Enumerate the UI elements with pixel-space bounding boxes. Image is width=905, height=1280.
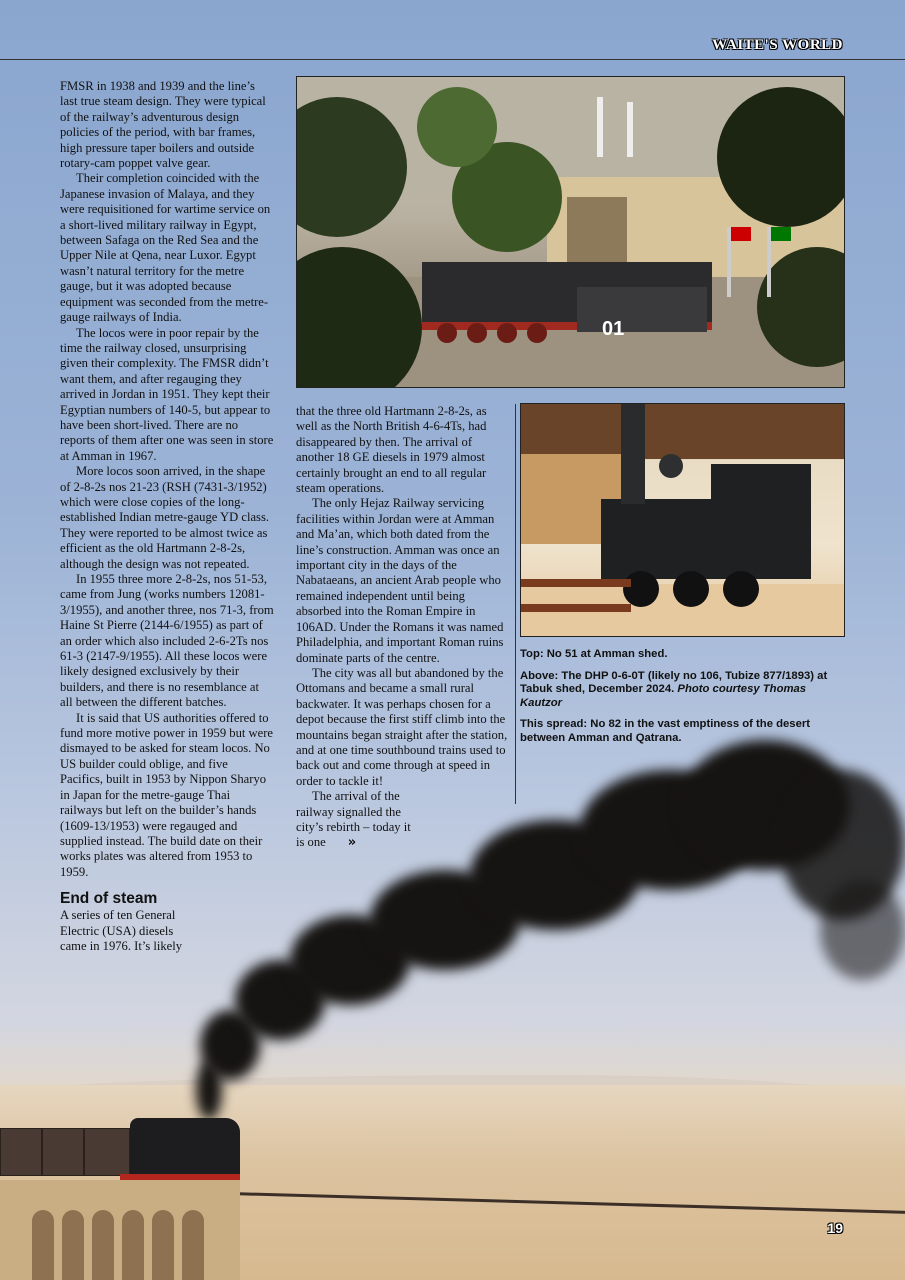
article-column-1: [60, 79, 274, 954]
page-number: 19: [827, 1220, 843, 1236]
viaduct: [0, 1180, 240, 1280]
photo-captions: [520, 648, 845, 753]
paragraph: The locos were in poor repair by the time the railway closed, unsurprising given their complexity. The FMSR didn’t want them, and after regauging they arrived in Jordan in 1951. They kept their Egyptian numbers of 140-5, but appear to have been short-lived. There are no reports of them after one was seen in store at Amman in 1967.: [60, 325, 274, 463]
paragraph: FMSR in 1938 and 1939 and the line’s last true steam design. They were typical of the railway’s adventurous design policies of the period, with bar frames, high pressure taper boilers and outside rotary-cam poppet valve gear.: [60, 79, 266, 171]
steam-locomotive: [130, 1118, 240, 1178]
locomotive-number: 01: [602, 318, 625, 340]
subheading-end-of-steam: End of steam: [60, 890, 158, 908]
paragraph: It is said that US authorities offered to fund more motive power in 1959 but were dismayed to be asked for steam locos. No US builder could oblige, and five Pacifics, built in 1953 by Nippon Sharyo in Japan for the metre-gauge Thai railways but left on the builder’s hands (1609-13/1953) were regauged and supplied instead. The build date on their works plates was altered from 1953 to 1959.: [60, 710, 273, 879]
photo-amman-shed: [296, 76, 845, 388]
caption-top: Top: No 51 at Amman shed.: [520, 648, 668, 660]
paragraph-text: The arrival of the railway signalled the city’s rebirth – today it is one: [296, 789, 411, 850]
caption-above: [520, 670, 845, 711]
paragraph: A series of ten General Electric (USA) diesels came in 1976. It’s likely: [60, 908, 183, 953]
paragraph: More locos soon arrived, in the shape of 2-8-2s nos 21-23 (RSH (7431-3/1952) which were close copies of the long-established Indian metre-gauge YD class. They were reported to be almost twice as efficient as the old Hartmann 2-8-2s, although the design was not repeated.: [60, 464, 270, 571]
paragraph: The city was all but abandoned by the Ottomans and became a small rural backwater. It was perhaps chosen for a depot because the first stiff climb into the mountains began straight after the station, and at one time southbound trains used to back out and come through at speed in order to tackle it!: [296, 665, 508, 788]
caption-spread: This spread: No 82 in the vast emptiness of the desert between Amman and Qatrana.: [520, 718, 811, 744]
paragraph-continued: [296, 789, 416, 851]
steam-train: [0, 1118, 240, 1186]
paragraph: that the three old Hartmann 2-8-2s, as well as the North British 4-6-4Ts, had disappeared by then. The arrival of another 18 GE diesels in 1979 almost certainly brought an end to all regular steam operations.: [296, 404, 487, 496]
photo-dhp-tank-engine: [520, 403, 845, 637]
running-head: WAITE'S WORLD: [712, 37, 843, 53]
continue-arrow-icon: »: [347, 835, 357, 851]
paragraph: In 1955 three more 2-8-2s, nos 51-53, came from Jung (works numbers 12081-3/1955), and another three, nos 71-3, from Haine St Pierre (2144-6/1955) as part of an order which also included 2-6-2Ts nos 61-3 (2147-9/1955). All these locos were likely designed exclusively by their builders, and there is no resemblance at all between the different batches.: [60, 572, 274, 710]
paragraph: Their completion coincided with the Japanese invasion of Malaya, and they were requisitioned for wartime service on a short-lived military railway in Egypt, between Safaga on the Red Sea and the Upper Nile at Qena, near Luxor. Egypt wasn’t natural territory for the metre gauge, but it was adopted because equipment was seconded from the metre-gauge railways of India.: [60, 171, 271, 325]
column-rule: [515, 404, 516, 804]
article-column-2: [296, 404, 510, 851]
header-rule: [0, 59, 905, 60]
paragraph: The only Hejaz Railway servicing facilities within Jordan were at Amman and Ma’an, which both dated from the line’s construction. Amman was once an important city in the days of the Nabataeans, an ancient Arab people who remained independent until being absorbed into the Roman Empire in 106AD. Under the Romans it was named Philadelphia, and important Roman ruins dominate parts of the centre.: [296, 496, 504, 665]
caption-above-text: Above: The DHP 0-6-0T (likely no 106, Tubize 877/1893) at Tabuk shed, December 2024.: [520, 669, 828, 695]
caption-photo-credit: Photo courtesy Thomas Kautzor: [520, 683, 807, 709]
